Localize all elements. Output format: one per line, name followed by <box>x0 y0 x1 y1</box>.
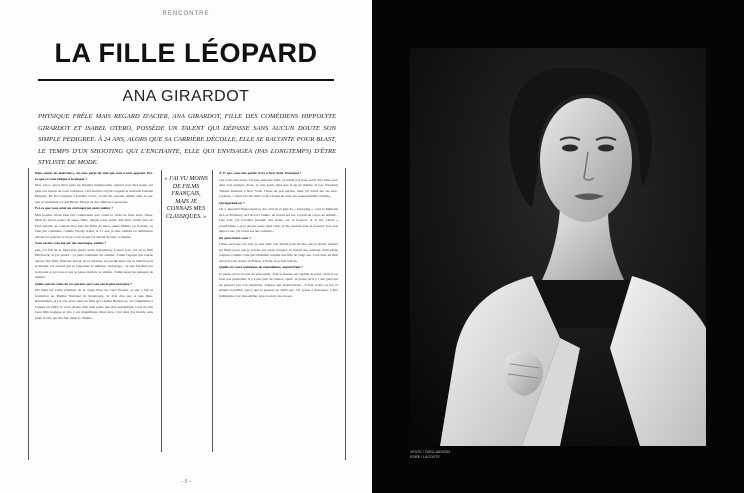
intro-paragraph: PHYSIQUE FRÊLE MAIS REGARD D'ACIER, ANA GIRARDOT, FILLE DES COMÉDIENS HIPPOLYTE GIRARDOT ET ISABEL OTERO, POSSÈDE UN TALENT QUI DÉPASSE SANS AUCUN DOUTE SON SIMPLE PEDIGREE. À 24 ANS, ALORS QUE SA CARRIÈRE DÉCOLLE, ELLE SE RACONTE POUR BLAST, LE TEMPS D'UN SHOOTING QUI L'ENCHANTE, ELLE QUI ENVISAGEA (PAS LONGTEMPS) D'ÊTRE STYLISTE DE MODE. <box>38 113 336 166</box>
interview-answer: Oui, j'ai fait de la figuration plutôt qu'du babysitting. L'autre jour, j'ai vu le film Hitchcock, et j'ai pleuré : ça parle tellement du cinéma. J'aime l'équipe qui tourne autour d'un film, l'histoire autour de sa création, les producteurs qui se battent pour le monter, les acteurs qui se préparent, la lumière, l'éclairage... Je suis fascinée par le monde et par tout ce qui se passe derrière la caméra. J'aime aussi les plateaux de théâtre. <box>35 247 153 279</box>
portrait-photo <box>410 48 706 446</box>
right-page <box>372 0 744 493</box>
portrait-illustration <box>410 48 706 446</box>
page-number: – 8 – <box>180 479 192 485</box>
interview-answer: Je pense qu'on n'a pas un seul talent. Tout le monde est capable de jouer, mais si on n'est pas passionné, il y a une part de chance, après. Je pense qu'il y a des gens qui ne peuvent pas s'en empêcher, d'autres qui abandonnent... Il faut croire en soi, et ensuite travailler, parce que la passion ne suffit pas. J'ai appris à m'écouter, à être indulgente avec moi-même, pour trouver des choses. <box>219 271 338 298</box>
interview-question: De quoi rêviez-vous ? <box>219 235 251 240</box>
article-subtitle: ANA GIRARDOT <box>122 88 250 105</box>
text-column-1 <box>35 171 153 466</box>
title-rule <box>38 79 334 81</box>
credit-line-jacket: VESTE / TARA JARMON <box>410 450 451 454</box>
interview-question: Est-ce que vous aviez pu envisager un autre métier ? <box>35 206 114 210</box>
photo-credit <box>410 450 570 460</box>
interview-question: Quelle est votre technique de comédienne, aujourd'hui ? <box>219 265 303 269</box>
interview-question: Quels sont les rôles de vos parents qui vous ont le plus marquée ? <box>35 281 133 286</box>
interview-question: Dans toutes les interviews, on vous parle du rôle qui vous a tout apporté. Est-ce que ça vous fatigue à la longue ? <box>35 171 153 181</box>
interview-answer: Ma mère est sortie première de la classe libre du cours Florent, et elle a fait sa formation au Théâtre National de Strasbourg. Je dois dire que je suis fière. Récemment, je l'ai vue jouer dans un film qu'a réalisé Berberova, en compétition à Cannes en 1993. Je crois qu'elle était plus jeune que moi aujourd'hui. C'est un très beau film tragique et elle y est magnifique. Mon père, c'est dans Un monde sans pitié, le rôle qui m'a fait aimer le cinéma. <box>35 288 153 320</box>
interview-answer: On y apprend l'improvisation, des actions et puis du « sensoring », c'est la Méthode de Lee Strasberg, de l'Actor's Studio, un travail sur soi, à partir du corps, un animal... Une fois, j'ai travaillé pendant une heure sur le léopard. À la fin, j'étais « transformée » et je devais rester dans l'état, je me prenais pour le léopard. Une fois dans la rue, j'ai couru sur des voitures... <box>219 207 338 233</box>
section-label: RENCONTRE <box>162 11 210 17</box>
pullquote: « J'AI VU MOINS DE FILMS FRANÇAIS, MAIS JE CONNAIS MES CLASSIQUES. » <box>164 176 208 220</box>
left-margin-rule <box>28 168 29 460</box>
interview-answer: J'en avais très envie. Un peu dans une fuite, ça n'était pas pour partir d'ici mais pour aller vers quelque chose. Je suis partie dans une école de théâtre, le Lee Strasberg Theatre Institute à New York. J'étais un peu perdue, mais j'ai adoré ma vie new-yorkaise : c'était très dur mais ça m'a donné un sens des responsabilités énorme. <box>219 177 338 198</box>
right-margin-rule <box>345 168 346 460</box>
interview-question: Vous saviez-vous été sur des tournages, enfant ? <box>35 241 107 245</box>
interview-question: Qu'apprend-on ? <box>219 200 245 205</box>
interview-answer: J'étais serveuse. Un jour, je suis allée voir Sheila pour lui dire que je devais réaliser les films parce que je n'avais pas assez d'argent. Je faisais des castings, mais j'étais toujours comme celle qui s'habillait comme une fille de vingt ans. C'est dans un film qu'on m'a dit d'aller en France, à Paris, et je suis rentrée. <box>219 242 338 263</box>
credit-line-dress: ROBE / LACOSTE <box>410 455 440 459</box>
interview-answer: Mes parents m'ont bien fait comprendre que c'était le choix de faire autre chose. Mais ils m'ont nourri de super films, depuis toute petite. Ma mère n'était plus de Fred Astaire, je connais bien tous les films de mecs, genre Bullitt, Le Parrain, ou bien des comédies, comme Woody Allen. À 17 ans, je suis tombée en admiration devant les grandes actrices. C'est là que j'ai décidé de faire ce métier. <box>35 212 153 239</box>
article-title: LA FILLE LÉOPARD <box>54 38 318 68</box>
interview-answer: Non, parce qu'on m'en parle de manière intemporelle. Quand vous êtes jeune, les gens ont besoin de vous comparer, c'est normal. GQ m'a appelé la nouvelle Isabelle Huppert, Be m'a comparé à Isabelle Carré, on me dit souvent, même dans la rue, que je ressemble à Carla Bruni. Moi je ne me compare à personne. <box>35 183 153 204</box>
text-column-3 <box>219 171 338 466</box>
interview-question: À 17 ans, vous êtes partie vivre à New York. Pourquoi ? <box>219 171 302 175</box>
